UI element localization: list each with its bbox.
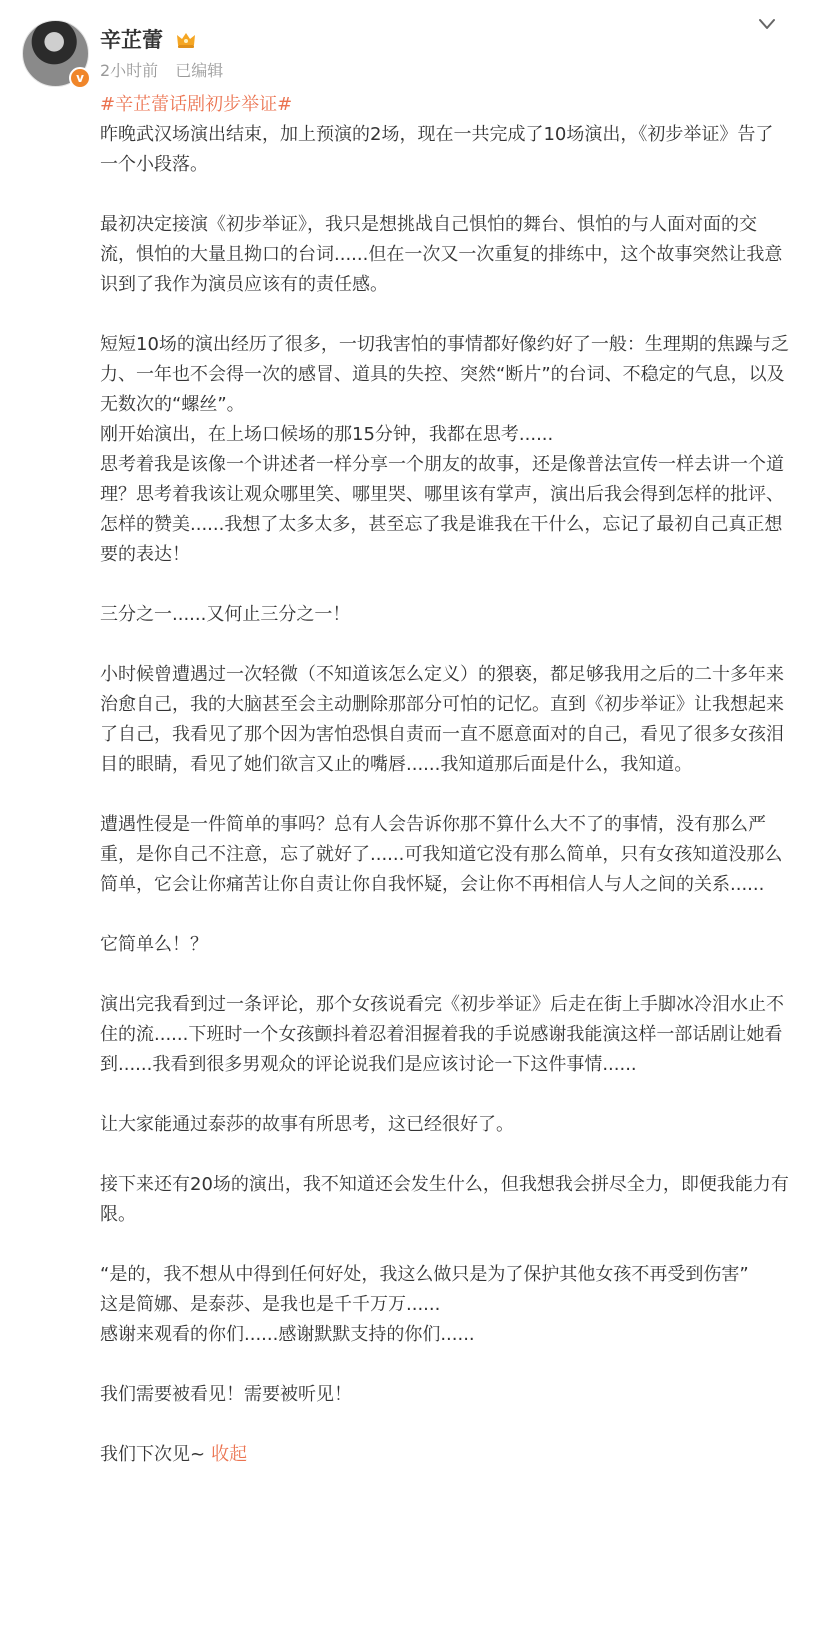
- paragraph: 演出完我看到过一条评论，那个女孩说看完《初步举证》后走在街上手脚冰冷泪水止不住的流......下班时一个女孩颤抖着忍着泪握着我的手说感谢我能演这样一部话剧让她看到......我看到很多男观众的评论说我们是应该讨论一下这件事情......: [100, 994, 784, 1075]
- paragraph-gap: [100, 780, 790, 810]
- paragraph: 我们下次见~: [100, 1444, 206, 1465]
- paragraph-gap: [100, 180, 790, 210]
- paragraph-gap: [100, 300, 790, 330]
- paragraph: 三分之一......又何止三分之一！: [100, 604, 351, 625]
- paragraph: 短短10场的演出经历了很多，一切我害怕的事情都好像约好了一般：生理期的焦躁与乏力、一年也不会得一次的感冒、道具的失控、突然“断片”的台词、不稳定的气息，以及无数次的“螺丝”。: [100, 334, 789, 415]
- paragraph: 它简单么！？: [100, 934, 208, 955]
- paragraph-gap: [100, 1080, 790, 1110]
- paragraph: 让大家能通过泰莎的故事有所思考，这已经很好了。: [100, 1114, 514, 1135]
- paragraph: 遭遇性侵是一件简单的事吗？总有人会告诉你那不算什么大不了的事情，没有那么严重，是你自己不注意，忘了就好了......可我知道它没有那么简单，只有女孩知道没那么简单，它会让你痛苦让你自责让你自我怀疑，会让你不再相信人与人之间的关系......: [100, 814, 783, 895]
- crown-icon: [176, 31, 196, 49]
- paragraph: 小时候曾遭遇过一次轻微（不知道该怎么定义）的猥亵，都足够我用之后的二十多年来治愈自己，我的大脑甚至会主动删除那部分可怕的记忆。直到《初步举证》让我想起来了自己，我看见了那个因为害怕恐惧自责而一直不愿意面对的自己，看见了很多女孩泪目的眼睛，看见了她们欲言又止的嘴唇......我知道那后面是什么，我知道。: [100, 664, 784, 775]
- paragraph-gap: [100, 900, 790, 930]
- last-line: [100, 1440, 790, 1470]
- paragraph-gap: [100, 630, 790, 660]
- paragraph-gap: [100, 1140, 790, 1170]
- username[interactable]: [100, 26, 196, 54]
- paragraph-gap: [100, 1410, 790, 1440]
- username-text[interactable]: 辛芷蕾: [100, 28, 163, 52]
- paragraph: “是的，我不想从中得到任何好处，我这么做只是为了保护其他女孩不再受到伤害”: [100, 1264, 749, 1285]
- paragraph: 这是简娜、是泰莎、是我也是千千万万......: [100, 1294, 441, 1315]
- paragraph: 最初决定接演《初步举证》，我只是想挑战自己惧怕的舞台、惧怕的与人面对面的交流，惧怕的大量且拗口的台词......但在一次又一次重复的排练中，这个故事突然让我意识到了我作为演员应该有的责任感。: [100, 214, 783, 295]
- collapse-link[interactable]: 收起: [211, 1444, 248, 1465]
- paragraph: 昨晚武汉场演出结束，加上预演的2场，现在一共完成了10场演出，《初步举证》告了一个小段落。: [100, 124, 774, 175]
- paragraph-gap: [100, 1350, 790, 1380]
- topic-link[interactable]: #辛芷蕾话剧初步举证#: [100, 94, 293, 115]
- v-badge-icon: v: [69, 67, 91, 89]
- post-header: [0, 0, 833, 100]
- avatar-container[interactable]: [22, 20, 89, 87]
- paragraph: 刚开始演出，在上场口候场的那15分钟，我都在思考......: [100, 424, 554, 445]
- paragraph: 感谢来观看的你们......感谢默默支持的你们......: [100, 1324, 475, 1345]
- paragraph-gap: [100, 1230, 790, 1260]
- edited-label[interactable]: 已编辑: [175, 61, 224, 80]
- paragraph: 接下来还有20场的演出，我不知道还会发生什么，但我想我会拼尽全力，即便我能力有限。: [100, 1174, 789, 1225]
- paragraph-gap: [100, 960, 790, 990]
- post-time[interactable]: 2小时前: [100, 61, 159, 80]
- paragraph-gap: [100, 570, 790, 600]
- paragraph: 我们需要被看见！需要被听见！: [100, 1384, 352, 1405]
- post-content: [100, 90, 790, 1470]
- chevron-down-icon[interactable]: [757, 14, 777, 34]
- post-meta: [100, 60, 223, 82]
- paragraph: 思考着我是该像一个讲述者一样分享一个朋友的故事，还是像普法宣传一样去讲一个道理？思考着我该让观众哪里笑、哪里哭、哪里该有掌声，演出后我会得到怎样的批评、怎样的赞美......我想了太多太多，甚至忘了我是谁我在干什么，忘记了最初自己真正想要的表达！: [100, 454, 784, 565]
